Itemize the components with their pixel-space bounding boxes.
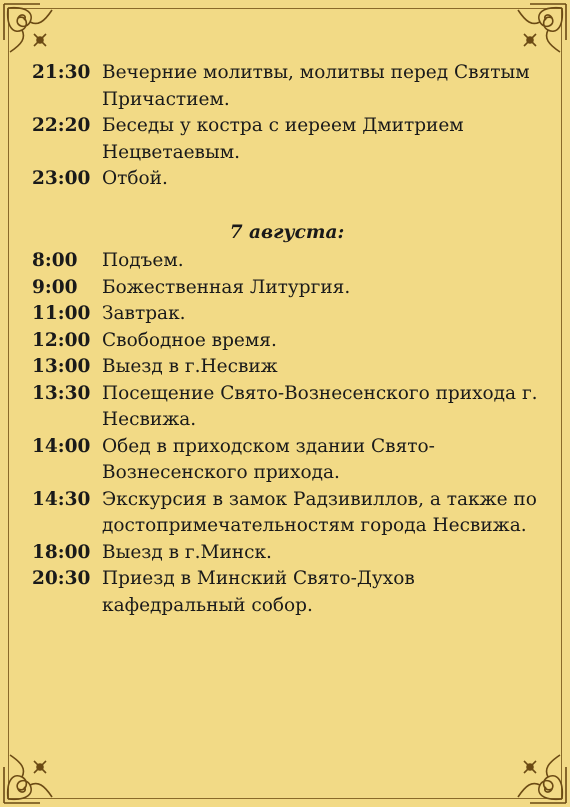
event-description: Беседы у костра с иереем Дмитрием Нецветаевым. bbox=[102, 115, 464, 163]
event-description: Подъем. bbox=[102, 250, 184, 271]
event-description: Выезд в г.Несвиж bbox=[102, 356, 278, 377]
schedule-row bbox=[32, 434, 542, 487]
corner-ornament-icon bbox=[0, 747, 60, 807]
schedule-row bbox=[32, 60, 542, 113]
schedule-row bbox=[32, 301, 542, 328]
corner-ornament-icon bbox=[510, 747, 570, 807]
schedule bbox=[32, 60, 542, 619]
event-description: Обед в приходском здании Свято-Вознесенского прихода. bbox=[102, 435, 435, 483]
time-label: 12:00 bbox=[32, 329, 91, 351]
schedule-row bbox=[32, 113, 542, 166]
event-description: Посещение Свято-Вознесенского прихода г. Несвижа. bbox=[102, 382, 538, 430]
time-label: 11:00 bbox=[32, 303, 91, 324]
day-heading: 7 августа: bbox=[229, 221, 345, 243]
event-description: Вечерние молитвы, молитвы перед Святым Причастием. bbox=[102, 62, 530, 110]
schedule-row bbox=[32, 540, 542, 567]
schedule-row bbox=[32, 248, 542, 275]
time-label: 8:00 bbox=[32, 250, 78, 271]
event-description: Выезд в г.Минск. bbox=[102, 541, 272, 563]
schedule-row bbox=[32, 354, 542, 381]
event-description: Свободное время. bbox=[102, 329, 277, 351]
schedule-row bbox=[32, 328, 542, 355]
event-description: Приезд в Минский Свято-Духов кафедральный собор. bbox=[102, 568, 415, 616]
schedule-row bbox=[32, 566, 542, 619]
event-description: Божественная Литургия. bbox=[102, 276, 351, 298]
event-description: Отбой. bbox=[102, 168, 168, 189]
schedule-row bbox=[32, 487, 542, 540]
corner-ornament-icon bbox=[0, 0, 60, 60]
time-label: 18:00 bbox=[32, 541, 91, 563]
time-label: 13:00 bbox=[32, 356, 91, 377]
time-label: 20:30 bbox=[32, 568, 91, 589]
time-label: 21:30 bbox=[32, 62, 91, 83]
time-label: 14:00 bbox=[32, 435, 91, 457]
schedule-row bbox=[32, 381, 542, 434]
event-description: Экскурсия в замок Радзивиллов, а также по достопримечательностям города Несвижа. bbox=[102, 488, 537, 536]
time-label: 14:30 bbox=[32, 488, 91, 510]
schedule-row bbox=[32, 166, 542, 193]
time-label: 9:00 bbox=[32, 276, 78, 298]
time-label: 13:30 bbox=[32, 382, 91, 404]
time-label: 23:00 bbox=[32, 168, 91, 189]
event-description: Завтрак. bbox=[102, 303, 186, 324]
corner-ornament-icon bbox=[510, 0, 570, 60]
time-label: 22:20 bbox=[32, 115, 91, 136]
schedule-row bbox=[32, 275, 542, 302]
